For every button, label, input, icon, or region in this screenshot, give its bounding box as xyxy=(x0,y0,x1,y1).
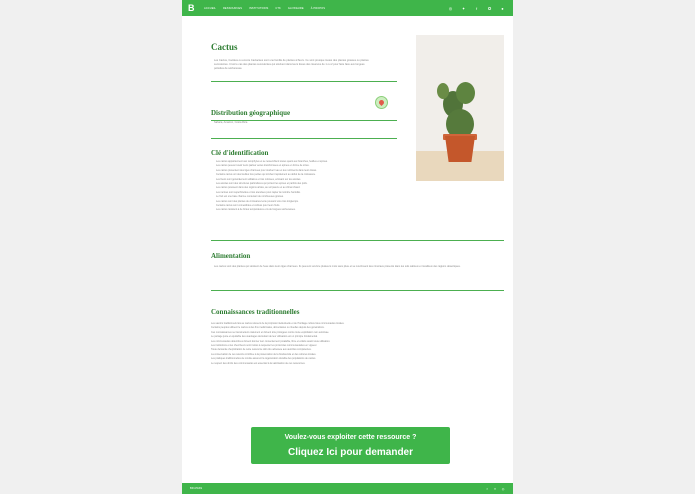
con-line: Certains peuples utilisent le cactus à des fins médicinales, alimentaires ou rituelles depuis des générations. xyxy=(211,326,325,330)
cle-line: Les aréoles sont des structures particulières qui portent les épines et parfois des poils. xyxy=(216,182,308,186)
resource-page xyxy=(182,16,513,483)
footer-brand: BIO-PASS xyxy=(190,487,203,490)
nav-item-institutions[interactable]: INSTITUTIONS xyxy=(249,6,269,10)
cle-line: Les fleurs sont généralement solitaires et très colorées, éclosant sur les aréoles. xyxy=(216,177,302,181)
cle-line: Les cactus résistent à de fortes températures et à de longues sécheresses. xyxy=(216,208,296,212)
connaissances-text xyxy=(211,322,507,366)
cle-line: Les racines sont superficielles et très étendues pour capter la moindre humidité. xyxy=(216,190,301,194)
divider xyxy=(211,138,397,139)
page-title: Cactus xyxy=(211,42,238,52)
facebook-icon[interactable]: f xyxy=(475,5,478,11)
nav-item-ctk[interactable]: CTK xyxy=(275,6,281,10)
social-links xyxy=(444,6,509,11)
divider xyxy=(211,120,397,121)
section-title-connaissances: Connaissances traditionnelles xyxy=(211,308,300,316)
top-nav-bar xyxy=(182,0,513,16)
nav-item-accueil[interactable]: ACCUEIL xyxy=(204,6,216,10)
cle-line: Les cactus peuvent avoir leurs parties vertes transformées en épines en forme de stries. xyxy=(216,164,310,168)
user-icon[interactable]: ● xyxy=(501,5,504,11)
cle-line: Certains cactus sont comestibles et cultivés pour leurs fruits. xyxy=(216,204,281,208)
section-title-cle: Clé d'identification xyxy=(211,149,269,157)
con-line: Les institutions et les chercheurs sont invités à respecter les protocoles communautaires en vigueur. xyxy=(211,344,318,348)
footer-bar xyxy=(182,483,513,494)
con-line: Les savoirs traditionnels liés au cactus relèvent de la propriété intellectuelle et de l'héritage culturel des communautés locales. xyxy=(211,322,345,325)
divider xyxy=(211,240,504,241)
cle-line: Les cactus appartiennent aux xérophytes et se ressemblent toutes quant aux branches, feuilles et épines. xyxy=(216,160,328,163)
cle-line: Les cactus sont des plantes de croissance lente pouvant vivre très longtemps. xyxy=(216,199,299,203)
section-title-geo: Distribution géographique xyxy=(211,109,291,117)
section-title-alimentation: Alimentation xyxy=(211,252,251,260)
divider xyxy=(211,81,397,82)
cta-action: Cliquez Ici pour demander xyxy=(287,447,414,458)
nav-item-glossaire[interactable]: GLOSSAIRE xyxy=(287,6,304,10)
twitter-icon[interactable]: ✦ xyxy=(461,5,466,11)
intro-text: Les Cactus, Cactées ou encore Cactacées sont une famille de plantes à fleurs. Ce sont presque toutes des plantes grasses ou plantes succulentes. C'est le cas des plantes succulentes qui stockent dans leurs tissus des réserves de 1 ou 2 pour faire face aux longues périodes de sécheresse. xyxy=(214,59,369,71)
cactus-photo xyxy=(416,35,504,181)
nav-item-ressources[interactable]: RESSOURCES xyxy=(222,6,243,10)
instagram-icon[interactable]: ◎ xyxy=(448,5,453,11)
cta-question: Voulez-vous exploiter cette ressource ? xyxy=(284,434,417,441)
nav-item-a-propos[interactable]: À PROPOS xyxy=(310,6,326,10)
facebook-icon[interactable]: f xyxy=(486,486,488,491)
tripadvisor-icon[interactable]: ✪ xyxy=(487,5,492,11)
divider xyxy=(211,290,504,291)
site-logo[interactable]: B xyxy=(188,2,195,13)
con-line: Les communautés détentrices doivent donner leur consentement préalable, libre et éclairé avant toute utilisation. xyxy=(211,339,331,343)
map-pin-icon[interactable] xyxy=(375,96,388,109)
cle-line: Les cactus poussent dans des régions arides, au sol pauvre et au climat chaud. xyxy=(216,186,301,190)
cle-text xyxy=(216,160,384,213)
con-line: Le partage juste et équitable des avantages découlant de leur utilisation est un principe fondamental. xyxy=(211,335,318,339)
nav-menu xyxy=(204,7,332,10)
con-line: Le respect des droits des communautés est essentiel à la valorisation de ces ressources. xyxy=(211,361,306,365)
cle-line: Le fruit est une baie charnue contenant de nombreuses graines. xyxy=(216,195,284,199)
con-line: Ces connaissances se transmettent oralement et doivent être protégées contre toute exploitation non autorisée. xyxy=(211,330,330,334)
con-line: Les pratiques traditionnelles de récolte assurent la régénération durable des populations de cactus. xyxy=(211,357,316,361)
cle-line: Certains cactus ont des feuilles très petites qui tombent rapidement au début de la croissance. xyxy=(216,173,316,177)
request-button[interactable] xyxy=(251,427,450,464)
twitter-icon[interactable]: ✦ xyxy=(493,486,497,491)
geo-text: Sahara, Amazon, Costa Rica xyxy=(214,121,248,124)
instagram-icon[interactable]: ◎ xyxy=(501,486,505,491)
con-line: Toute demande d'exploitation de cette ressource doit être adressée aux autorités compétentes. xyxy=(211,348,312,352)
con-line: La conservation de ces savoirs contribue à la préservation de la biodiversité et des cultures locales. xyxy=(211,352,317,356)
alimentation-text: Les cactus sont des plantes qui stockent de l'eau dans leurs tiges charnues. Ils peuvent survivre plusieurs mois sans pluie et se nourrissent des minéraux présents dans les sols sableux et rocailleux des régions désertiques. xyxy=(214,265,461,268)
footer-social-links xyxy=(483,487,507,491)
cle-line: Les cactus présentent des tiges charnues pour stocker l'eau et les nutriments dans leurs tissus. xyxy=(216,168,317,172)
